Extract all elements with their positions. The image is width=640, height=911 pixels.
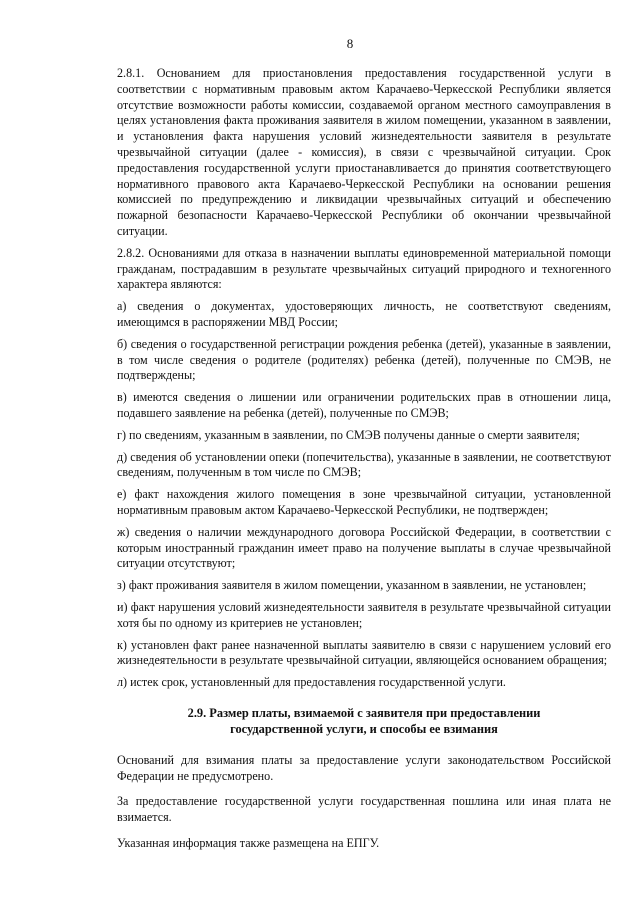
list-item-v: в) имеются сведения о лишении или ограничении родительских прав в отношении лица, подавшего заявление на ребенка (детей), полученные по СМЭВ; xyxy=(117,390,611,420)
list-item-zh: ж) сведения о наличии международного договора Российской Федерации, в соответствии с которым иностранный гражданин имеет право на получение выплаты в случае чрезвычайной ситуации отсутствуют; xyxy=(117,524,611,571)
list-item-i: и) факт нарушения условий жизнедеятельности заявителя в результате чрезвычайной ситуации хотя бы по одному из критериев не установлен; xyxy=(117,599,611,630)
section-title-line-2: государственной услуги, и способы ее взимания xyxy=(230,721,498,736)
section-title-2-9 xyxy=(117,705,611,737)
list-item-d: д) сведения об установлении опеки (попечительства), указанные в заявлении, не соответствуют сведениям, полученным в том числе по СМЭВ; xyxy=(117,449,611,480)
list-item-l: л) истек срок, установленный для предоставления государственной услуги. xyxy=(117,675,506,690)
list-item-z: з) факт проживания заявителя в жилом помещении, указанном в заявлении, не установлен; xyxy=(117,578,587,593)
paragraph-epgu-info: Указанная информация также размещена на ЕПГУ. xyxy=(117,836,380,851)
list-item-g: г) по сведениям, указанным в заявлении, по СМЭВ получены данные о смерти заявителя; xyxy=(117,427,580,442)
paragraph-2-8-2: 2.8.2. Основаниями для отказа в назначении выплаты единовременной материальной помощи гражданам, пострадавшим в результате чрезвычайных ситуаций природного и техногенного характера являются: xyxy=(117,245,611,292)
list-item-k: к) установлен факт ранее назначенной выплаты заявителю в связи с нарушением условий его жизнедеятельности в результате чрезвычайной ситуации, являющейся основанием обращения; xyxy=(117,637,611,668)
page-number: 8 xyxy=(346,36,354,51)
document-body xyxy=(117,66,611,858)
list-item-b: б) сведения о государственной регистрации рождения ребенка (детей), указанные в заявлении, в том числе сведения о родителе (родителях) ребенка (детей), полученные по СМЭВ, не подтверждены; xyxy=(117,336,611,383)
section-title-line-1: 2.9. Размер платы, взимаемой с заявителя при предоставлении xyxy=(187,705,541,720)
paragraph-2-8-1: 2.8.1. Основанием для приостановления предоставления государственной услуги в соответствии с нормативным правовым актом Карачаево-Черкесской Республики является отсутствие возможности работы комиссии, создаваемой органом местного самоуправления в целях установления факта проживания заявителя в жилом помещении, указанном в заявлении, и установления факта нарушения условий жизнедеятельности заявителя в результате чрезвычайной ситуации (далее - комиссия), в связи с чрезвычайной ситуации. Срок предоставления государственной услуги приостанавливается до принятия соответствующего нормативного правового акта Карачаево-Черкесской Республики на основании решения комиссией по предупреждению и ликвидации чрезвычайных ситуаций и обеспечению пожарной безопасности Карачаево-Черкесской Республики об окончании чрезвычайной ситуации. xyxy=(117,66,611,238)
list-item-e: е) факт нахождения жилого помещения в зоне чрезвычайной ситуации, установленной нормативным правовым актом Карачаево-Черкесской Республики, не подтвержден; xyxy=(117,487,611,517)
paragraph-fee-duty: За предоставление государственной услуги государственная пошлина или иная плата не взимается. xyxy=(117,794,611,825)
paragraph-fee-basis: Оснований для взимания платы за предоставление услуги законодательством Российской Федерации не предусмотрено. xyxy=(117,752,611,783)
list-item-a: а) сведения о документах, удостоверяющих личность, не соответствуют сведениям, имеющимся в распоряжении МВД России; xyxy=(117,299,611,329)
